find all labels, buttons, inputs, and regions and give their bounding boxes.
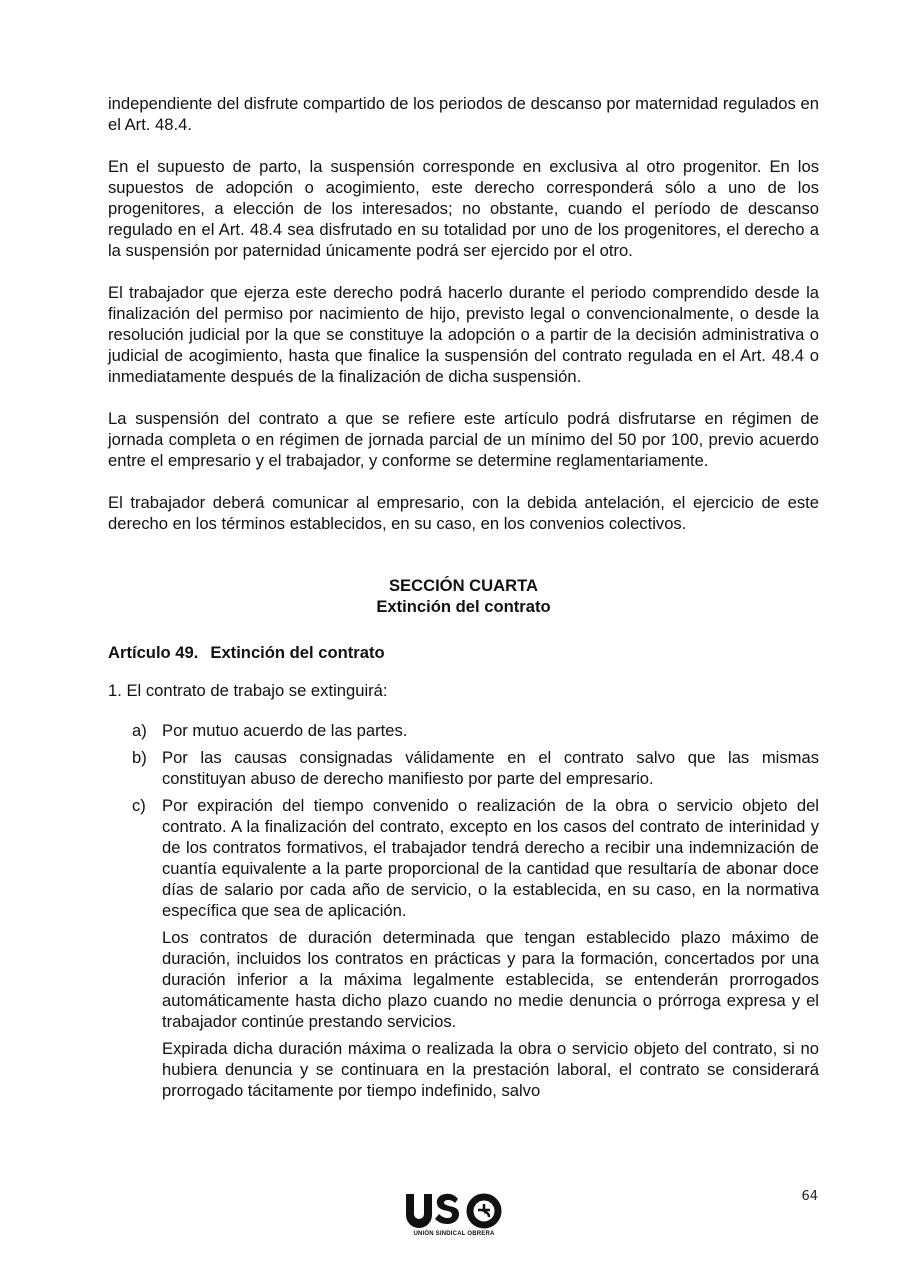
section-title: SECCIÓN CUARTA — [388, 576, 539, 595]
article-number: Artículo 49. — [108, 643, 199, 662]
logo-caption: UNIÓN SINDICAL OBRERA — [413, 1231, 495, 1237]
paragraph-1: independiente del disfrute compartido de los periodos de descanso por maternidad regulados en el Art. 48.4. — [108, 94, 819, 134]
section-heading — [108, 575, 819, 617]
document-page — [108, 93, 819, 1107]
list-marker: c) — [132, 796, 146, 815]
article-intro: 1. El contrato de trabajo se extinguirá: — [108, 681, 388, 700]
list-item-c-continuation-2: Expirada dicha duración máxima o realizada la obra o servicio objeto del contrato, si no hubiera denuncia y se continuara en la prestación laboral, el contrato se considerará prorrogado tácitamente por tiempo indefinido, salvo — [162, 1039, 819, 1100]
paragraph-2: En el supuesto de parto, la suspensión corresponde en exclusiva al otro progenitor. En los supuestos de adopción o acogimiento, este derecho corresponderá sólo a uno de los progenitores, a elección de los interesados; no obstante, cuando el período de descanso regulado en el Art. 48.4 sea disfrutado en su totalidad por uno de los progenitores, el derecho a la suspensión por paternidad únicamente podrá ser ejercido por el otro. — [108, 157, 819, 260]
list-item-b — [108, 747, 819, 789]
list-item-text: Por las causas consignadas válidamente en el contrato salvo que las mismas constituyan abuso de derecho manifiesto por parte del empresario. — [162, 748, 819, 788]
list-marker: b) — [132, 748, 147, 767]
paragraph-4: La suspensión del contrato a que se refiere este artículo podrá disfrutarse en régimen de jornada completa o en régimen de jornada parcial de un mínimo del 50 por 100, previo acuerdo entre el empresario y el trabajador, y conforme se determine reglamentariamente. — [108, 409, 819, 470]
list-item-c-continuation-1: Los contratos de duración determinada que tengan establecido plazo máximo de duración, incluidos los contratos en prácticas y para la formación, concertados por una duración inferior a la máxima legalmente establecida, se entenderán prorrogados automáticamente hasta dicho plazo cuando no medie denuncia o prórroga expresa y el trabajador continúe prestando servicios. — [162, 928, 819, 1031]
article-title: Extinción del contrato — [210, 643, 385, 662]
list-marker: a) — [132, 721, 147, 740]
list-item-text: Por expiración del tiempo convenido o realización de la obra o servicio objeto del contrato. A la finalización del contrato, excepto en los casos del contrato de interinidad y de los contratos formativos, el trabajador tendrá derecho a recibir una indemnización de cuantía equivalente a la parte proporcional de la cantidad que resultaría de abonar doce días de salario por cada año de servicio, o la establecida, en su caso, en la normativa específica que sea de aplicación. — [162, 796, 819, 920]
section-subtitle: Extinción del contrato — [376, 597, 551, 616]
list-item-text: Por mutuo acuerdo de las partes. — [162, 721, 408, 740]
article-heading — [108, 642, 819, 663]
paragraph-3: El trabajador que ejerza este derecho podrá hacerlo durante el periodo comprendido desde la finalización del permiso por nacimiento de hijo, previsto legal o convencionalmente, o desde la resolución judicial por la que se constituye la adopción o a partir de la decisión administrativa o judicial de acogimiento, hasta que finalice la suspensión del contrato regulada en el Art. 48.4 o inmediatamente después de la finalización de dicha suspensión. — [108, 283, 819, 386]
list-item-c — [108, 795, 819, 921]
list-item-a — [108, 720, 819, 741]
article-list — [108, 720, 819, 1101]
page-number: 64 — [801, 1189, 818, 1204]
paragraph-5: El trabajador deberá comunicar al empresario, con la debida antelación, el ejercicio de este derecho en los términos establecidos, en su caso, en los convenios colectivos. — [108, 493, 819, 533]
